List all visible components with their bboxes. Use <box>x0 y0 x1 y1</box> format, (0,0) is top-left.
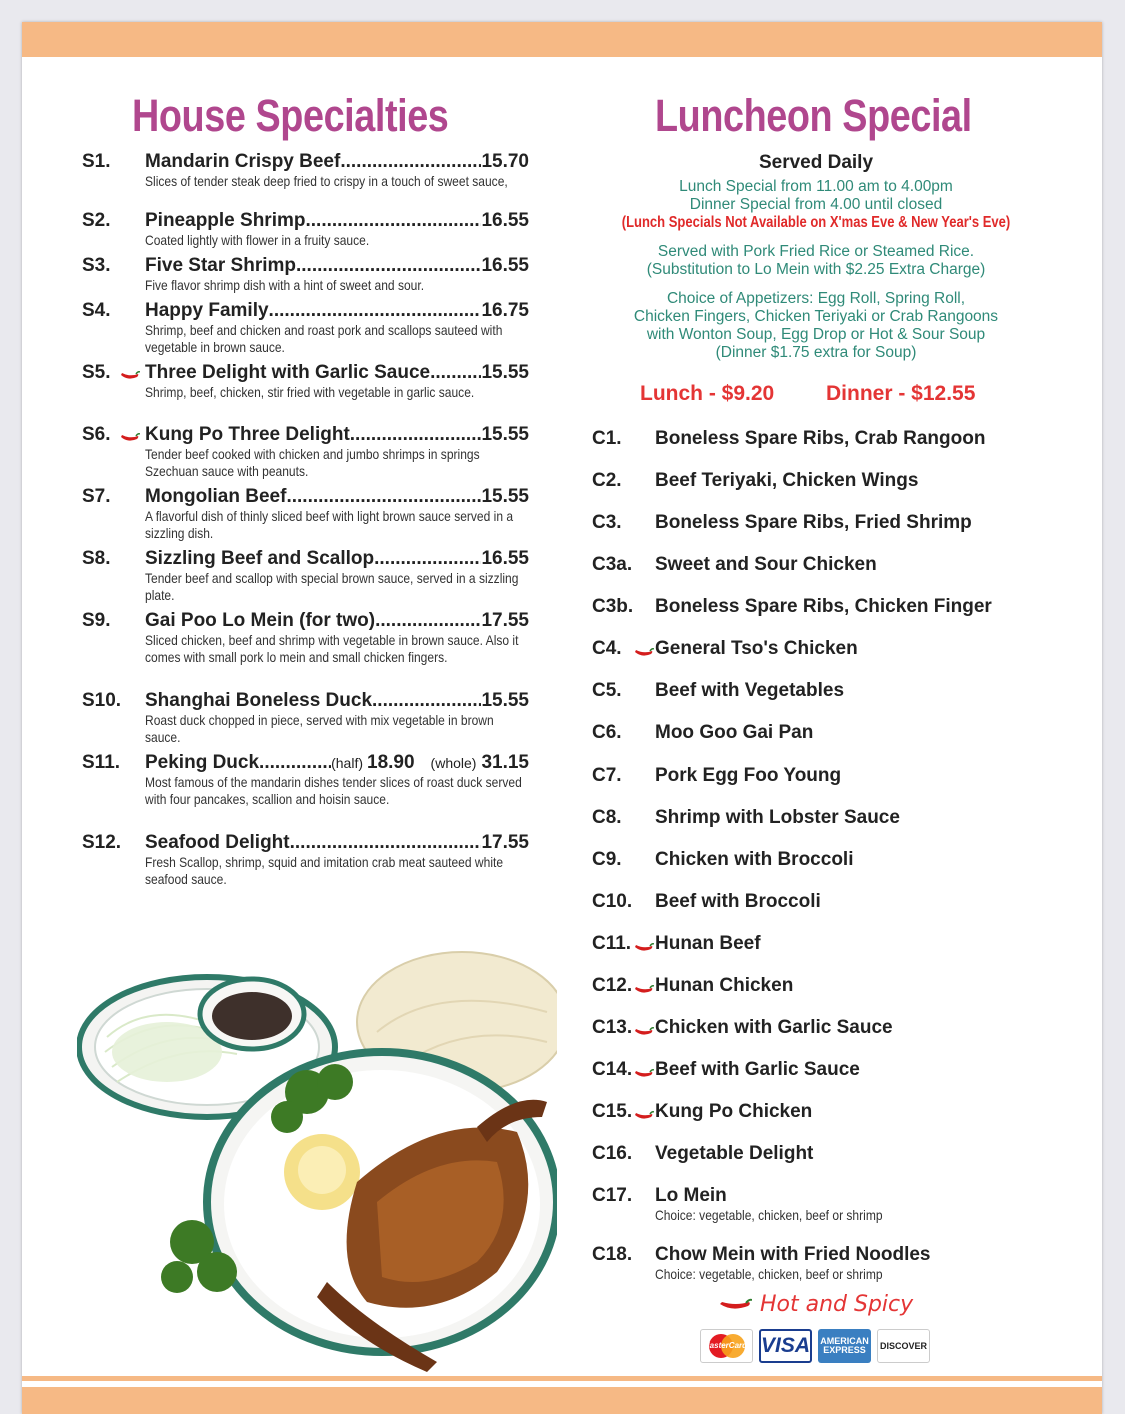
combo-code: C14. <box>592 1059 633 1080</box>
leader-dots <box>259 752 331 774</box>
top-accent-band <box>22 22 1102 57</box>
combo-name: Hunan Beef <box>655 933 761 954</box>
combo-code: C7. <box>592 765 622 786</box>
leader-dots <box>269 300 482 322</box>
chili-pepper-icon <box>634 943 654 953</box>
chili-pepper-icon <box>120 433 140 443</box>
spicy-marker <box>634 940 654 958</box>
appetizer-choice-2: Chicken Fingers, Chicken Teriyaki or Crab Rangoons <box>633 308 999 325</box>
item-code: S5. <box>82 362 111 383</box>
combo-name: Chow Mein with Fried Noodles <box>655 1244 931 1265</box>
combo-code: C3a. <box>592 554 633 575</box>
lunch-price: Lunch - $9.20 <box>640 382 775 405</box>
luncheon-special-heading: Luncheon Special <box>655 90 972 141</box>
amex-label-2: EXPRESS <box>823 1345 866 1355</box>
item-code: S9. <box>82 610 111 631</box>
item-title-line <box>145 832 529 854</box>
leader-dots <box>350 424 482 446</box>
item-name: Gai Poo Lo Mein (for two) <box>145 610 376 631</box>
leader-dots <box>372 690 481 712</box>
combo-name: Boneless Spare Ribs, Crab Rangoon <box>655 428 986 449</box>
leader-dots <box>375 610 481 632</box>
item-title-line <box>145 255 529 277</box>
leader-dots <box>430 362 481 384</box>
spicy-legend-label: Hot and Spicy <box>760 1292 914 1317</box>
item-name: Peking Duck <box>145 752 260 773</box>
item-name: Shanghai Boneless Duck <box>145 690 373 711</box>
item-code: S7. <box>82 486 111 507</box>
item-price: 16.75 <box>481 300 529 321</box>
item-code: S10. <box>82 690 122 711</box>
item-description: Most famous of the mandarin dishes tender slices of roast duck served with four pancakes, scallion and hoisin sauce. <box>145 774 522 808</box>
discover-label: DISCOVER <box>879 1341 927 1351</box>
item-description: Coated lightly with flower in a fruity sauce. <box>145 232 370 248</box>
item-description: Fresh Scallop, shrimp, squid and imitation crab meat sauteed white seafood sauce. <box>145 854 504 888</box>
bottom-accent-band <box>22 1387 1102 1414</box>
combo-name: Boneless Spare Ribs, Fried Shrimp <box>655 512 972 533</box>
leader-dots <box>286 486 481 508</box>
lunch-hours: Lunch Special from 11.00 am to 4.00pm <box>679 178 953 195</box>
item-title-line <box>145 424 529 446</box>
combo-code: C16. <box>592 1143 633 1164</box>
chili-pepper-icon <box>634 1111 654 1121</box>
leader-dots <box>340 151 481 173</box>
appetizer-choice-1: Choice of Appetizers: Egg Roll, Spring Roll, <box>666 290 966 307</box>
item-title-line <box>145 151 529 173</box>
item-code: S1. <box>82 151 111 172</box>
visa-label: VISA <box>761 1334 811 1357</box>
item-code: S2. <box>82 210 111 231</box>
item-name: Pineapple Shrimp <box>145 210 306 231</box>
whole-price: 31.15 <box>481 752 529 773</box>
combo-name: Beef with Garlic Sauce <box>655 1059 860 1080</box>
chili-pepper-icon <box>718 1298 752 1312</box>
spicy-legend <box>718 1292 913 1317</box>
combo-code: C1. <box>592 428 622 449</box>
bottom-accent-line <box>22 1376 1102 1381</box>
spicy-marker <box>120 368 140 386</box>
combo-name: Shrimp with Lobster Sauce <box>655 807 900 828</box>
half-label: (half) <box>331 755 363 771</box>
item-name: Happy Family <box>145 300 269 321</box>
spicy-marker <box>634 1108 654 1126</box>
item-title-line <box>145 752 529 774</box>
item-description: Slices of tender steak deep fried to crispy in a touch of sweet sauce, <box>145 173 508 189</box>
amex-label-1: AMERICAN <box>820 1336 869 1346</box>
chili-pepper-icon <box>634 985 654 995</box>
chili-pepper-icon <box>634 648 654 658</box>
not-available-note: (Lunch Specials Not Available on X'mas Eve & New Year's Eve) <box>621 214 1011 231</box>
item-name: Kung Po Three Delight <box>145 424 350 445</box>
item-title-line <box>145 610 529 632</box>
item-description: Sliced chicken, beef and shrimp with vegetable in brown sauce. Also it comes with small pork lo mein and small chicken fingers. <box>145 632 519 666</box>
item-price: 16.55 <box>481 255 529 276</box>
item-name: Seafood Delight <box>145 832 290 853</box>
combo-name: Chicken with Broccoli <box>655 849 854 870</box>
payment-methods <box>700 1329 930 1363</box>
combo-name: Chicken with Garlic Sauce <box>655 1017 893 1038</box>
item-title-line <box>145 486 529 508</box>
served-with-rice: Served with Pork Fried Rice or Steamed Rice. <box>657 243 975 260</box>
item-name: Mandarin Crispy Beef <box>145 151 341 172</box>
combo-code: C17. <box>592 1185 633 1206</box>
combo-code: C5. <box>592 680 622 701</box>
combo-name: Boneless Spare Ribs, Chicken Finger <box>655 596 992 617</box>
item-description: Tender beef cooked with chicken and jumbo shrimps in springs Szechuan sauce with peanuts. <box>145 446 480 480</box>
item-price: 15.55 <box>481 362 529 383</box>
mastercard-logo <box>700 1329 753 1363</box>
item-price: 16.55 <box>481 210 529 231</box>
amex-logo <box>818 1329 871 1363</box>
lo-mein-substitution: (Substitution to Lo Mein with $2.25 Extra Charge) <box>646 261 986 278</box>
item-price: 15.55 <box>481 486 529 507</box>
spicy-marker <box>120 430 140 448</box>
item-price: 17.55 <box>481 832 529 853</box>
item-price: 15.70 <box>481 151 529 172</box>
item-code: S11. <box>82 752 121 773</box>
item-code: S3. <box>82 255 111 276</box>
house-specialties-heading: House Specialties <box>132 90 449 141</box>
mastercard-label: MasterCard <box>703 1341 748 1350</box>
leader-dots <box>296 255 481 277</box>
item-description: Shrimp, beef, chicken, stir fried with vegetable in garlic sauce. <box>145 384 475 400</box>
item-description: Five flavor shrimp dish with a hint of sweet and sour. <box>145 277 425 293</box>
combo-code: C3. <box>592 512 622 533</box>
combo-code: C2. <box>592 470 622 491</box>
combo-name: Hunan Chicken <box>655 975 794 996</box>
chili-pepper-icon <box>634 1069 654 1079</box>
spicy-marker <box>634 1066 654 1084</box>
combo-code: C10. <box>592 891 633 912</box>
item-title-line <box>145 690 529 712</box>
spicy-marker <box>634 982 654 1000</box>
whole-label: (whole) <box>430 755 477 771</box>
leader-dots <box>305 210 481 232</box>
item-price: 17.55 <box>481 610 529 631</box>
menu-page <box>22 22 1102 1414</box>
served-daily-label: Served Daily <box>758 152 874 173</box>
item-name: Five Star Shrimp <box>145 255 296 276</box>
combo-code: C15. <box>592 1101 633 1122</box>
appetizer-choice-3: with Wonton Soup, Egg Drop or Hot & Sour Soup <box>646 326 986 343</box>
item-price: 15.55 <box>481 690 529 711</box>
item-description: A flavorful dish of thinly sliced beef with light brown sauce served in a sizzling dish. <box>145 508 514 542</box>
spicy-marker <box>634 645 654 663</box>
item-title-line <box>145 548 529 570</box>
combo-name: Pork Egg Foo Young <box>655 765 842 786</box>
chili-pepper-icon <box>120 371 140 381</box>
combo-name: Sweet and Sour Chicken <box>655 554 877 575</box>
item-code: S4. <box>82 300 111 321</box>
item-price: 15.55 <box>481 424 529 445</box>
spicy-marker <box>634 1024 654 1042</box>
item-price: 16.55 <box>481 548 529 569</box>
combo-name: Beef Teriyaki, Chicken Wings <box>655 470 919 491</box>
combo-name: Vegetable Delight <box>655 1143 814 1164</box>
dinner-hours: Dinner Special from 4.00 until closed <box>689 196 943 213</box>
item-title-line <box>145 210 529 232</box>
combo-code: C12. <box>592 975 633 996</box>
chili-pepper-icon <box>634 1027 654 1037</box>
combo-code: C6. <box>592 722 622 743</box>
item-title-line <box>145 362 529 384</box>
combo-name: Lo Mein <box>655 1185 727 1206</box>
item-code: S12. <box>82 832 122 853</box>
dinner-soup-extra: (Dinner $1.75 extra for Soup) <box>715 344 917 361</box>
combo-name: Moo Goo Gai Pan <box>655 722 814 743</box>
combo-name: Kung Po Chicken <box>655 1101 813 1122</box>
item-code: S8. <box>82 548 111 569</box>
combo-code: C11. <box>592 933 632 954</box>
combo-code: C18. <box>592 1244 633 1265</box>
combo-name: Beef with Vegetables <box>655 680 845 701</box>
item-name: Three Delight with Garlic Sauce <box>145 362 431 383</box>
combo-code: C4. <box>592 638 622 659</box>
item-title-line <box>145 300 529 322</box>
item-description: Shrimp, beef and chicken and roast pork and scallops sauteed with vegetable in brown sauce. <box>145 322 503 356</box>
visa-logo <box>759 1329 812 1363</box>
leader-dots <box>290 832 482 854</box>
item-description: Roast duck chopped in piece, served with mix vegetable in brown sauce. <box>145 712 494 746</box>
item-code: S6. <box>82 424 111 445</box>
leader-dots <box>374 548 481 570</box>
item-name: Mongolian Beef <box>145 486 287 507</box>
combo-name: General Tso's Chicken <box>655 638 858 659</box>
half-price: 18.90 <box>367 752 415 773</box>
combo-code: C8. <box>592 807 622 828</box>
item-name: Sizzling Beef and Scallop <box>145 548 375 569</box>
peking-duck-photo <box>77 942 557 1372</box>
discover-logo <box>877 1329 930 1363</box>
combo-code: C9. <box>592 849 622 870</box>
item-description: Tender beef and scallop with special brown sauce, served in a sizzling plate. <box>145 570 519 604</box>
combo-description: Choice: vegetable, chicken, beef or shrimp <box>655 1207 883 1223</box>
combo-code: C3b. <box>592 596 634 617</box>
dinner-price: Dinner - $12.55 <box>826 382 976 405</box>
combo-code: C13. <box>592 1017 633 1038</box>
combo-description: Choice: vegetable, chicken, beef or shrimp <box>655 1266 883 1282</box>
combo-name: Beef with Broccoli <box>655 891 821 912</box>
